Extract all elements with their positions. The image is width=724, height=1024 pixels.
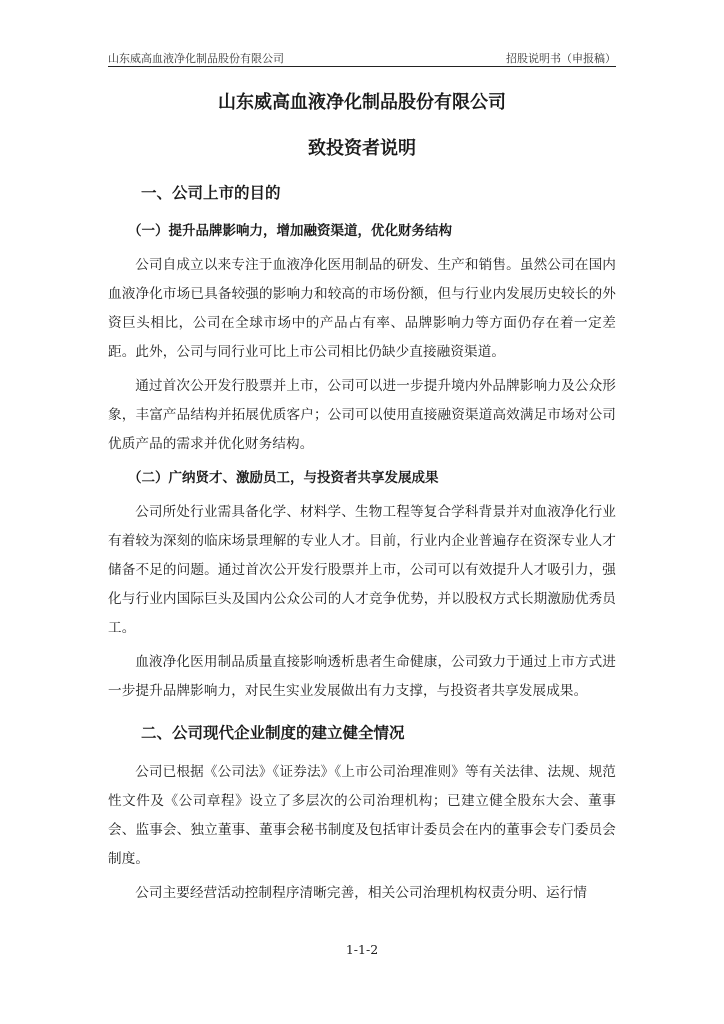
page-body: [108, 90, 616, 908]
paragraph: 公司已根据《公司法》《证券法》《上市公司治理准则》等有关法律、法规、规范性文件及《公司章程》设立了多层次的公司治理机构；已建立健全股东大会、董事会、监事会、独立董事、董事会秘书制度及包括审计委员会在内的董事会专门委员会制度。: [108, 764, 616, 867]
paragraph: 血液净化医用制品质量直接影响透析患者生命健康，公司致力于通过上市方式进一步提升品牌影响力，对民生实业发展做出有力支撑，与投资者共享发展成果。: [108, 654, 616, 699]
header-document-type: 招股说明书（申报稿）: [506, 52, 616, 65]
document-subtitle: 致投资者说明: [308, 138, 416, 159]
subsection-heading-2: （二）广纳贤才、激励员工，与投资者共享发展成果: [128, 470, 439, 486]
header-company-name: 山东威高血液净化制品股份有限公司: [108, 52, 284, 65]
paragraph: 公司所处行业需具备化学、材料学、生物工程等复合学科背景并对血液净化行业有着较为深刻的临床场景理解的专业人才。目前，行业内企业普遍存在资深专业人才储备不足的问题。通过首次公开发行股票并上市，公司可以有效提升人才吸引力，强化与行业内国际巨头及国内公众公司的人才竞争优势，并以股权方式长期激励优秀员工。: [108, 504, 616, 636]
header-rule: [108, 66, 616, 67]
document-title: 山东威高血液净化制品股份有限公司: [218, 92, 506, 113]
subsection-heading-1: （一）提升品牌影响力，增加融资渠道，优化财务结构: [128, 223, 452, 239]
paragraph: 公司自成立以来专注于血液净化医用制品的研发、生产和销售。虽然公司在国内血液净化市场已具备较强的影响力和较高的市场份额，但与行业内发展历史较长的外资巨头相比，公司在全球市场中的产品占有率、品牌影响力等方面仍存在着一定差距。此外，公司与同行业可比上市公司相比仍缺少直接融资渠道。: [108, 257, 616, 360]
page-header: [108, 50, 616, 66]
page-number: 1-1-2: [345, 942, 379, 957]
paragraph: 公司主要经营活动控制程序清晰完善，相关公司治理机构权责分明、运行情: [135, 885, 588, 901]
paragraph: 通过首次公开发行股票并上市，公司可以进一步提升境内外品牌影响力及公众形象，丰富产品结构并拓展优质客户；公司可以使用直接融资渠道高效满足市场对公司优质产品的需求并优化财务结构。: [108, 378, 616, 452]
section-heading-2: 二、公司现代企业制度的建立健全情况: [141, 724, 405, 742]
section-heading-1: 一、公司上市的目的: [141, 184, 281, 202]
